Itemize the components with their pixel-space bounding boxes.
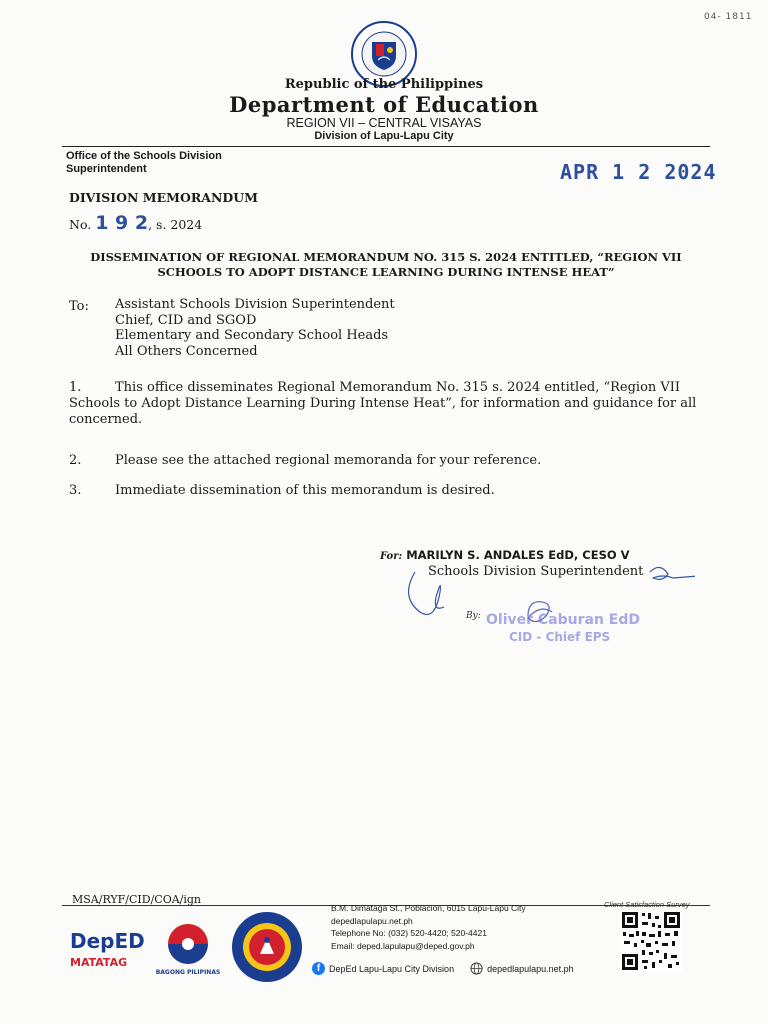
signatory-title: Schools Division Superintendent xyxy=(428,564,644,579)
memo-number xyxy=(69,212,202,234)
paragraph-text: Please see the attached regional memoranda for your reference. xyxy=(115,453,542,468)
initial-for-mark: By: xyxy=(466,611,481,621)
date-stamp: APR 1 2 2024 xyxy=(560,160,717,184)
footer-website[interactable]: depedlapulapu.net.ph xyxy=(331,915,413,926)
footer-address: B.M. Dimataga St., Poblacion, 6015 Lapu-Lapu City xyxy=(331,903,526,913)
footer-contact xyxy=(331,902,526,952)
facebook-icon: f xyxy=(312,962,325,975)
qr-code[interactable] xyxy=(620,910,682,972)
corner-note: 04- 1811 xyxy=(704,12,753,22)
division-heading: Division of Lapu-Lapu City xyxy=(314,130,454,142)
paragraph-text: Immediate dissemination of this memorandum is desired. xyxy=(115,483,495,498)
recipient-item: Chief, CID and SGOD xyxy=(115,312,257,328)
memo-title: DIVISION MEMORANDUM xyxy=(69,190,258,205)
bagong-logo-text: BAGONG PILIPINAS xyxy=(155,969,221,976)
paragraph-number: 1. xyxy=(69,380,82,395)
footer-telephone: Telephone No: (032) 520-4420; 520-4421 xyxy=(331,928,487,938)
memo-no-prefix: No. xyxy=(69,217,92,232)
republic-heading: Republic of the Philippines xyxy=(284,77,484,92)
footer-email[interactable]: Email: deped.lapulapu@deped.gov.ph xyxy=(331,940,475,951)
for-mark: For: xyxy=(380,551,403,562)
region-heading: REGION VII – CENTRAL VISAYAS xyxy=(286,116,482,130)
bagong-pilipinas-logo xyxy=(152,918,224,978)
to-label: To: xyxy=(69,299,89,314)
memo-series: , s. 2024 xyxy=(148,217,203,232)
paragraph-number: 3. xyxy=(69,483,82,498)
deped-matatag-logo xyxy=(70,922,146,972)
website-link[interactable]: depedlapulapu.net.ph xyxy=(487,963,574,974)
reference-code: MSA/RYF/CID/COA/ign xyxy=(72,893,202,906)
paragraph-text: This office disseminates Regional Memorandum No. 315 s. 2024 entitled, “Region VII Schools to Adopt Distance Learning During Intense Heat”, for information and guidance for all concerned. xyxy=(69,380,697,427)
matatag-logo-text: MATATAG xyxy=(70,956,128,969)
initial-name: Oliver Caburan EdD xyxy=(486,612,641,628)
recipient-item: Elementary and Secondary School Heads xyxy=(115,328,389,343)
recipient-item: Assistant Schools Division Superintendent xyxy=(115,297,395,312)
facebook-link[interactable]: DepEd Lapu-Lapu City Division xyxy=(329,963,455,974)
deped-logo-text: DepED xyxy=(70,929,145,953)
initial-title: CID - Chief EPS xyxy=(509,630,611,644)
signatory-name-text: MARILYN S. ANDALES EdD, CESO V xyxy=(406,548,630,562)
globe-icon xyxy=(470,962,483,975)
paragraph-number: 2. xyxy=(69,453,82,468)
paragraph-1 xyxy=(69,380,709,428)
survey-label: Client Satisfaction Survey xyxy=(604,900,690,909)
initial-signature-mark xyxy=(520,596,560,632)
paragraph-2 xyxy=(69,453,709,469)
recipient-list xyxy=(115,297,395,359)
footer-social xyxy=(312,962,574,975)
recipient-item: All Others Concerned xyxy=(115,343,258,359)
memo-number-handwritten: 1 9 2 xyxy=(95,212,149,234)
department-heading: Department of Education xyxy=(229,92,539,117)
header-divider xyxy=(62,146,710,147)
paragraph-3 xyxy=(69,483,709,499)
division-seal-logo xyxy=(230,910,304,984)
memo-subject: DISSEMINATION OF REGIONAL MEMORANDUM NO. 315 S. 2024 ENTITLED, “REGION VII SCHOOLS TO ADOPT DISTANCE LEARNING DURING INTENSE HEAT” xyxy=(90,250,682,279)
office-label: Office of the Schools Division Superintendent xyxy=(66,150,222,175)
